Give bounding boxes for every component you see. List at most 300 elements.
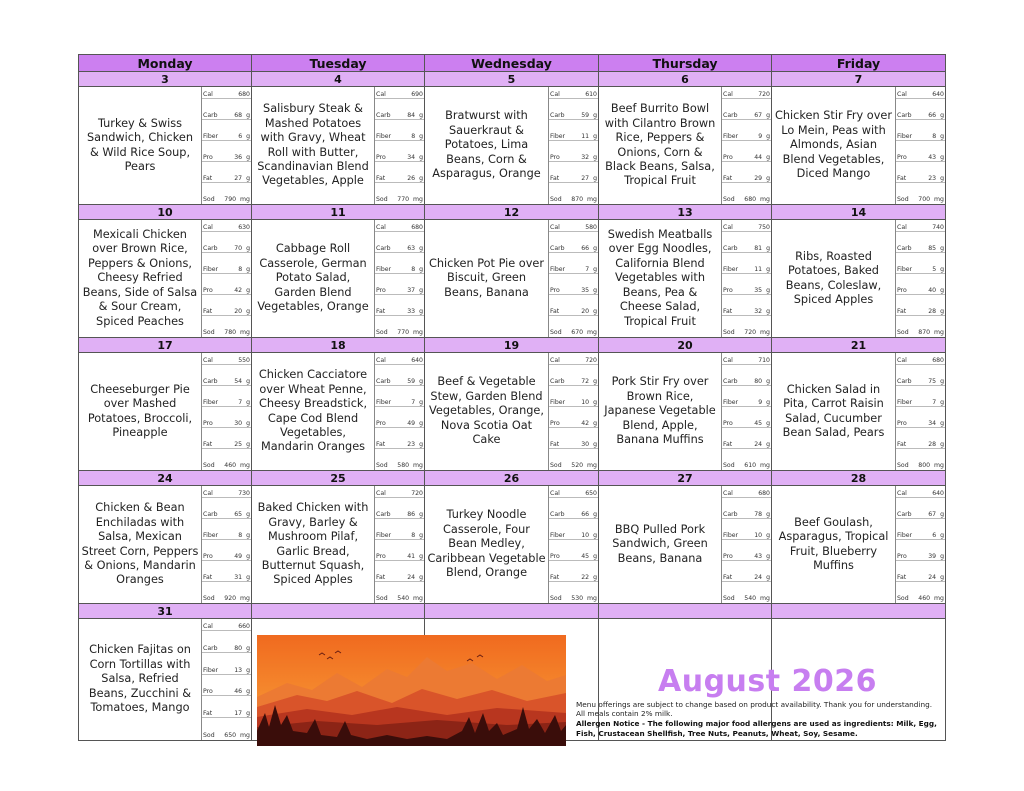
nutrient-label: Carb [550, 511, 565, 518]
nutrient-value [928, 245, 944, 252]
nutrient-amount: 650 [224, 731, 237, 739]
nutrient-label: Fiber [376, 133, 392, 140]
nutrient-amount: 66 [928, 112, 937, 119]
nutrient-amount: 39 [928, 553, 937, 560]
nutrient-value [238, 490, 250, 497]
menu-text: Turkey Noodle Casserole, Four Bean Medley, Caribbean Vegetable Blend, Orange [427, 508, 546, 580]
nutrient-label: Cal [203, 91, 213, 98]
nutrient-label: Pro [550, 287, 560, 294]
nutrient-label: Carb [723, 112, 738, 119]
nutrient-amount: 27 [581, 175, 590, 182]
nutrient-amount: 20 [234, 308, 243, 315]
nutrient-unit: g [766, 420, 770, 427]
nutrient-unit: g [940, 154, 944, 161]
nutrition-panel [721, 87, 771, 204]
nutrient-unit: g [766, 441, 770, 448]
nutrient-value [234, 154, 250, 161]
nutrient-amount: 13 [234, 666, 243, 674]
nutrient-label: Carb [723, 378, 738, 385]
nutrient-amount: 730 [238, 490, 250, 497]
nutrient-label: Fiber [203, 532, 219, 539]
nutrient-label: Cal [203, 224, 213, 231]
nutrient-amount: 7 [238, 399, 243, 406]
nutrient-amount: 720 [744, 329, 757, 336]
nutrient-label: Fiber [376, 532, 392, 539]
nutrient-value [928, 553, 944, 560]
nutrition-row-carb [722, 243, 771, 253]
nutrition-row-carb [202, 243, 251, 253]
nutrient-label: Fiber [203, 133, 219, 140]
menu-text: Chicken Pot Pie over Biscuit, Green Beans, Banana [428, 256, 544, 299]
nutrient-label: Sod [376, 595, 388, 602]
menu-text: Beef & Vegetable Stew, Garden Blend Vegetables, Orange, Nova Scotia Oat Cake [429, 375, 544, 447]
nutrient-amount: 690 [411, 91, 423, 98]
nutrition-row-pro [896, 152, 945, 162]
nutrient-amount: 580 [585, 224, 597, 231]
nutrient-value [411, 133, 423, 140]
nutrient-unit: g [940, 245, 944, 252]
nutrient-value [758, 91, 770, 98]
nutrient-value [932, 266, 944, 273]
day-menu-cell [252, 353, 425, 471]
nutrient-unit: g [593, 266, 597, 273]
nutrient-amount: 9 [758, 133, 763, 140]
nutrient-amount: 630 [238, 224, 250, 231]
nutrient-unit: g [940, 112, 944, 119]
nutrient-unit: g [419, 175, 423, 182]
nutrient-label: Carb [203, 378, 218, 385]
nutrient-value [238, 399, 250, 406]
nutrient-label: Cal [723, 91, 733, 98]
nutrient-value [224, 462, 250, 469]
nutrient-unit: g [593, 532, 597, 539]
nutrition-row-carb [202, 376, 251, 386]
nutrient-value [754, 175, 770, 182]
nutrient-label: Pro [723, 154, 733, 161]
nutrient-amount: 710 [758, 357, 770, 364]
date-row [79, 471, 946, 486]
nutrient-label: Sod [897, 329, 909, 336]
nutrient-label: Carb [203, 644, 218, 652]
nutrition-row-pro [896, 285, 945, 295]
nutrient-amount: 34 [407, 154, 416, 161]
menu-row [79, 220, 946, 338]
nutrition-row-fat [722, 572, 771, 582]
nutrition-row-fiber [549, 264, 598, 274]
nutrition-row-fiber [202, 530, 251, 540]
nutrition-row-fat [549, 306, 598, 316]
nutrient-amount: 59 [407, 378, 416, 385]
nutrient-amount: 740 [932, 224, 944, 231]
weekday-thursday: Thursday [599, 55, 772, 72]
nutrient-value [754, 574, 770, 581]
nutrient-unit: g [940, 420, 944, 427]
nutrient-label: Sod [723, 196, 735, 203]
weekday-header-row [79, 55, 946, 72]
day-menu-cell [79, 220, 252, 338]
nutrient-value [744, 595, 770, 602]
nutrient-unit: g [593, 378, 597, 385]
nutrient-amount: 10 [581, 532, 590, 539]
nutrition-row-pro [549, 551, 598, 561]
nutrition-row-fat [202, 306, 251, 316]
nutrient-label: Fat [203, 175, 213, 182]
nutrient-value [238, 357, 250, 364]
date-cell: 4 [252, 72, 425, 87]
nutrient-value [234, 574, 250, 581]
nutrition-row-fat [549, 572, 598, 582]
nutrient-value [407, 112, 423, 119]
nutrient-unit: g [419, 511, 423, 518]
nutrition-row-cal [202, 222, 251, 232]
nutrient-label: Fiber [897, 399, 913, 406]
nutrient-amount: 540 [397, 595, 410, 602]
nutrient-label: Carb [376, 378, 391, 385]
nutrient-value [918, 329, 944, 336]
nutrient-amount: 81 [754, 245, 763, 252]
nutrition-panel [374, 220, 424, 337]
nutrient-unit: g [940, 399, 944, 406]
nutrient-value [754, 287, 770, 294]
date-row [79, 604, 946, 619]
nutrient-value [928, 574, 944, 581]
nutrition-row-pro [202, 686, 251, 696]
nutrition-row-sod [375, 460, 424, 469]
menu-text: Beef Goulash, Asparagus, Tropical Fruit, Blueberry Muffins [778, 515, 889, 572]
nutrient-label: Fat [723, 175, 733, 182]
nutrient-label: Cal [376, 490, 386, 497]
nutrition-row-cal [202, 89, 251, 99]
nutrient-amount: 11 [581, 133, 590, 140]
nutrient-label: Carb [897, 511, 912, 518]
nutrient-label: Fat [897, 308, 907, 315]
nutrient-unit: mg [587, 329, 597, 336]
nutrient-label: Sod [897, 462, 909, 469]
nutrient-unit: g [246, 245, 250, 252]
nutrition-row-fat [375, 572, 424, 582]
nutrient-amount: 41 [407, 553, 416, 560]
nutrition-panel [374, 87, 424, 204]
nutrition-row-cal [722, 488, 771, 498]
nutrition-row-fat [722, 439, 771, 449]
nutrient-label: Sod [550, 595, 562, 602]
date-cell: 5 [425, 72, 599, 87]
nutrient-amount: 85 [928, 245, 937, 252]
nutrient-unit: mg [934, 196, 944, 203]
nutrition-row-carb [722, 110, 771, 120]
nutrient-amount: 780 [224, 329, 237, 336]
nutrient-label: Carb [376, 112, 391, 119]
nutrient-value [918, 462, 944, 469]
nutrition-panel [721, 486, 771, 603]
nutrient-label: Pro [723, 553, 733, 560]
nutrient-value [928, 287, 944, 294]
nutrient-unit: g [419, 399, 423, 406]
nutrition-row-pro [375, 551, 424, 561]
nutrient-value [581, 175, 597, 182]
nutrient-amount: 550 [238, 357, 250, 364]
nutrition-row-carb [202, 643, 251, 653]
nutrient-amount: 580 [397, 462, 410, 469]
nutrition-row-fat [896, 306, 945, 316]
nutrition-row-fiber [202, 264, 251, 274]
nutrient-label: Fat [550, 308, 560, 315]
nutrient-value [397, 196, 423, 203]
nutrient-value [754, 112, 770, 119]
nutrient-unit: g [940, 266, 944, 273]
nutrient-unit: g [593, 574, 597, 581]
nutrient-value [234, 667, 250, 674]
menu-text: Salisbury Steak & Mashed Potatoes with Gravy, Wheat Roll with Butter, Scandinavian Blend Vegetables, Apple [257, 102, 369, 188]
nutrient-unit: mg [413, 196, 423, 203]
nutrient-amount: 530 [571, 595, 584, 602]
nutrient-label: Sod [550, 196, 562, 203]
nutrition-row-cal [202, 488, 251, 498]
nutrient-label: Fat [203, 574, 213, 581]
menu-text: Swedish Meatballs over Egg Noodles, California Blend Vegetables with Beans, Pea & Cheese Salad, Tropical Fruit [607, 228, 713, 328]
nutrient-label: Fat [376, 175, 386, 182]
nutrition-row-sod [202, 730, 251, 739]
nutrition-row-pro [202, 285, 251, 295]
day-menu-cell [425, 87, 599, 205]
nutrient-unit: g [940, 133, 944, 140]
nutrient-unit: g [766, 378, 770, 385]
nutrient-value [754, 308, 770, 315]
nutrition-row-fat [375, 439, 424, 449]
nutrient-unit: mg [760, 196, 770, 203]
nutrition-row-fiber [896, 397, 945, 407]
nutrient-amount: 10 [581, 399, 590, 406]
date-cell [252, 604, 425, 619]
nutrient-unit: mg [760, 462, 770, 469]
nutrient-amount: 720 [758, 91, 770, 98]
nutrient-unit: g [593, 287, 597, 294]
nutrient-amount: 7 [932, 399, 937, 406]
nutrient-unit: g [766, 553, 770, 560]
nutrient-value [407, 308, 423, 315]
nutrient-amount: 32 [754, 308, 763, 315]
nutrition-row-cal [722, 222, 771, 232]
nutrition-row-fat [896, 572, 945, 582]
nutrition-row-pro [896, 418, 945, 428]
nutrient-value [571, 595, 597, 602]
nutrient-value [754, 511, 770, 518]
nutrient-value [585, 490, 597, 497]
nutrient-value [238, 623, 250, 630]
date-cell: 13 [599, 205, 772, 220]
nutrient-label: Pro [203, 287, 213, 294]
menu-text: BBQ Pulled Pork Sandwich, Green Beans, Banana [612, 522, 708, 565]
nutrient-label: Pro [203, 688, 213, 696]
nutrition-row-pro [549, 152, 598, 162]
nutrition-row-sod [375, 593, 424, 602]
nutrient-label: Carb [376, 245, 391, 252]
nutrition-panel [895, 87, 945, 204]
nutrition-row-fiber [722, 131, 771, 141]
nutrition-row-fiber [896, 264, 945, 274]
nutrient-value [581, 511, 597, 518]
nutrition-panel [548, 486, 598, 603]
nutrient-label: Fiber [203, 399, 219, 406]
nutrient-value [744, 196, 770, 203]
menu-text: Chicken Cacciatore over Wheat Penne, Cheesy Breadstick, Cape Cod Blend Vegetables, Mandarin Oranges [258, 368, 368, 454]
nutrition-row-fat [375, 306, 424, 316]
date-row [79, 205, 946, 220]
nutrient-amount: 36 [234, 154, 243, 161]
nutrition-row-fiber [202, 665, 251, 675]
nutrient-label: Fat [897, 441, 907, 448]
nutrition-row-sod [722, 194, 771, 203]
nutrient-unit: mg [413, 595, 423, 602]
nutrition-row-carb [896, 110, 945, 120]
nutrient-amount: 22 [581, 574, 590, 581]
nutrient-label: Sod [897, 196, 909, 203]
nutrient-label: Fat [897, 175, 907, 182]
nutrient-value [754, 441, 770, 448]
nutrition-row-cal [722, 355, 771, 365]
nutrient-label: Fiber [203, 266, 219, 273]
date-cell: 24 [79, 471, 252, 486]
menu-text: Chicken Salad in Pita, Carrot Raisin Salad, Cucumber Bean Salad, Pears [782, 382, 885, 439]
nutrient-unit: g [246, 666, 250, 674]
nutrient-label: Fiber [550, 532, 566, 539]
nutrient-value [397, 329, 423, 336]
nutrient-unit: g [246, 287, 250, 294]
nutrient-unit: g [593, 154, 597, 161]
nutrient-value [932, 133, 944, 140]
nutrient-unit: g [593, 112, 597, 119]
nutrient-label: Cal [897, 490, 907, 497]
nutrient-amount: 67 [928, 511, 937, 518]
nutrient-label: Sod [376, 329, 388, 336]
nutrient-value [585, 224, 597, 231]
nutrient-label: Sod [723, 595, 735, 602]
nutrient-unit: g [766, 266, 770, 273]
nutrient-unit: mg [413, 462, 423, 469]
month-title: August 2026 [658, 664, 878, 699]
date-cell: 17 [79, 338, 252, 353]
nutrient-value [754, 266, 770, 273]
nutrient-label: Cal [897, 357, 907, 364]
nutrition-panel [374, 353, 424, 470]
menu-text: Chicken Stir Fry over Lo Mein, Peas with Almonds, Asian Blend Vegetables, Diced Mango [774, 109, 892, 181]
nutrient-amount: 800 [918, 462, 931, 469]
nutrient-value [411, 224, 423, 231]
nutrient-value [581, 245, 597, 252]
nutrient-label: Cal [723, 357, 733, 364]
nutrient-amount: 680 [932, 357, 944, 364]
nutrition-row-carb [375, 110, 424, 120]
nutrition-row-cal [202, 621, 251, 631]
nutrient-label: Carb [203, 511, 218, 518]
nutrient-value [224, 595, 250, 602]
nutrition-row-fiber [722, 397, 771, 407]
nutrient-label: Pro [723, 287, 733, 294]
nutrient-label: Cal [550, 357, 560, 364]
nutrient-label: Fat [550, 441, 560, 448]
nutrient-unit: g [593, 399, 597, 406]
nutrient-amount: 460 [224, 462, 237, 469]
nutrient-amount: 27 [234, 175, 243, 182]
nutrient-amount: 66 [581, 245, 590, 252]
nutrient-value [581, 420, 597, 427]
nutrient-amount: 680 [238, 91, 250, 98]
nutrient-label: Cal [203, 490, 213, 497]
nutrient-label: Cal [723, 490, 733, 497]
nutrient-label: Fiber [897, 532, 913, 539]
nutrition-row-sod [375, 327, 424, 336]
nutrition-panel [374, 486, 424, 603]
nutrient-value [758, 224, 770, 231]
nutrient-amount: 24 [754, 574, 763, 581]
menu-text: Mexicali Chicken over Brown Rice, Peppers & Onions, Cheesy Refried Beans, Side of Salsa & Sour Cream, Spiced Peaches [82, 228, 198, 328]
weekday-friday: Friday [772, 55, 946, 72]
menu-row [79, 486, 946, 604]
nutrient-amount: 35 [754, 287, 763, 294]
nutrient-unit: g [593, 553, 597, 560]
nutrient-amount: 28 [928, 308, 937, 315]
nutrition-row-cal [375, 355, 424, 365]
nutrient-value [758, 490, 770, 497]
nutrient-amount: 34 [928, 420, 937, 427]
nutrient-unit: mg [934, 595, 944, 602]
nutrient-amount: 870 [918, 329, 931, 336]
date-cell: 6 [599, 72, 772, 87]
nutrient-value [238, 133, 250, 140]
date-cell: 26 [425, 471, 599, 486]
nutrient-label: Fat [550, 574, 560, 581]
nutrient-label: Pro [376, 420, 386, 427]
nutrient-unit: mg [413, 329, 423, 336]
nutrient-value [932, 490, 944, 497]
nutrient-label: Carb [897, 378, 912, 385]
nutrient-value [928, 175, 944, 182]
nutrient-value [411, 532, 423, 539]
nutrition-row-cal [549, 488, 598, 498]
nutrient-value [224, 732, 250, 739]
nutrient-amount: 23 [407, 441, 416, 448]
nutrient-label: Sod [376, 196, 388, 203]
nutrient-amount: 80 [754, 378, 763, 385]
nutrient-label: Pro [897, 420, 907, 427]
nutrition-row-sod [202, 327, 251, 336]
nutrition-row-sod [202, 460, 251, 469]
nutrient-value [581, 287, 597, 294]
nutrient-value [397, 595, 423, 602]
nutrient-amount: 720 [585, 357, 597, 364]
nutrient-unit: g [419, 245, 423, 252]
nutrition-row-carb [375, 243, 424, 253]
nutrient-value [581, 553, 597, 560]
nutrient-value [234, 710, 250, 717]
nutrient-value [411, 91, 423, 98]
nutrition-panel [201, 87, 251, 204]
nutrient-unit: g [419, 553, 423, 560]
nutrient-unit: mg [240, 329, 250, 336]
menu-text: Beef Burrito Bowl with Cilantro Brown Rice, Peppers & Onions, Corn & Black Beans, Salsa, Tropical Fruit [604, 102, 716, 188]
nutrient-value [754, 245, 770, 252]
nutrient-amount: 640 [411, 357, 423, 364]
nutrition-row-cal [722, 89, 771, 99]
date-cell: 25 [252, 471, 425, 486]
nutrition-row-carb [722, 509, 771, 519]
nutrient-unit: g [940, 574, 944, 581]
nutrient-value [754, 420, 770, 427]
nutrient-label: Sod [723, 462, 735, 469]
nutrient-label: Fiber [723, 266, 739, 273]
nutrient-unit: g [940, 532, 944, 539]
nutrient-value [581, 308, 597, 315]
